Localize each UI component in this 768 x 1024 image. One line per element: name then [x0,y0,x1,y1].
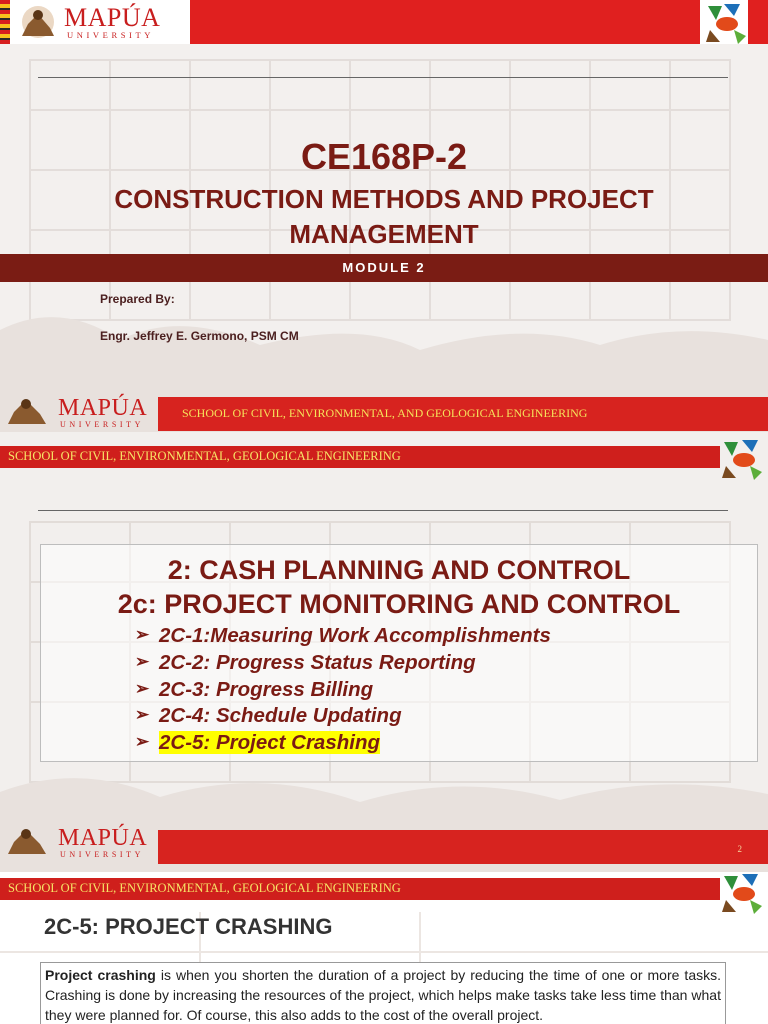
school-header-text: SCHOOL OF CIVIL, ENVIRONMENTAL, GEOLOGICAL ENGINEERING [8,449,401,463]
footer-seal-icon [4,394,50,428]
contents-item-label: 2C-4: Schedule Updating [159,704,402,727]
contents-item [135,624,551,648]
term-bold: Project crashing [45,967,156,983]
logo-stripe [0,0,10,44]
footer-logo-name: MAPÚA [58,825,148,851]
definition-text: is when you shorten the duration of a project by reducing the time of one or more tasks. Crashing is done by increasing the resources of the project, which helps make tasks take less time than what they were planned for. Of course, this also adds to the cost of the overall project. [45,967,721,1023]
contents-item [135,651,476,675]
arrow-bullet-icon: ➢ [135,705,150,724]
course-title-line2: MANAGEMENT [289,219,479,249]
project-crashing-slide [0,872,768,1024]
arrow-bullet-icon: ➢ [135,732,150,751]
contents-item-label: 2C-3: Progress Billing [159,678,374,701]
campus-building-background [0,0,768,432]
module-label: MODULE 2 [342,260,426,275]
footer-logo-name: MAPÚA [58,395,148,421]
author-name: Engr. Jeffrey E. Germono, PSM CM [100,329,299,343]
contents-item-current [135,731,380,755]
page-number: 2 [737,844,742,854]
footer-logo-sub: UNIVERSITY [60,850,144,859]
contents-box [40,544,758,762]
slide-title: 2C-5: PROJECT CRASHING [44,914,333,939]
mapua-seal-icon [16,4,60,40]
arrow-bullet-icon: ➢ [135,625,150,644]
definition-box [40,962,726,1024]
contents-item-label: 2C-5: Project Crashing [159,731,380,754]
school-footer-text: SCHOOL OF CIVIL, ENVIRONMENTAL, AND GEOLOGICAL ENGINEERING [182,406,588,420]
contents-heading-1: 2: CASH PLANNING AND CONTROL [167,555,631,585]
school-footer-band [158,397,768,431]
contents-item [135,678,374,702]
school-header-bar [0,878,720,900]
cecsge-corner-logo-icon [700,0,748,44]
definition-paragraph [45,965,721,1024]
footer-band [158,830,768,864]
contents-heading-2: 2c: PROJECT MONITORING AND CONTROL [117,589,681,619]
contents-item [135,704,402,728]
logo-name: MAPÚA [64,3,161,32]
mapua-logo [0,0,190,44]
contents-item-label: 2C-1:Measuring Work Accomplishments [159,624,551,647]
cecsge-corner-logo-icon [718,872,766,914]
prepared-by-label: Prepared By: [100,292,175,306]
contents-slide [0,432,768,872]
arrow-bullet-icon: ➢ [135,679,150,698]
divider-line [38,77,728,78]
logo-sub: UNIVERSITY [67,30,154,40]
arrow-bullet-icon: ➢ [135,652,150,671]
school-header-bar [0,446,720,468]
divider-line [38,510,728,511]
contents-item-label: 2C-2: Progress Status Reporting [159,651,476,674]
title-slide [0,0,768,432]
cecsge-corner-logo-icon [718,436,766,480]
footer-mapua-logo [0,392,158,432]
course-title-line1: CONSTRUCTION METHODS AND PROJECT [114,184,654,214]
course-code: CE168P-2 [300,136,468,177]
footer-seal-icon [4,824,50,858]
footer-mapua-logo [0,822,158,862]
school-header-text: SCHOOL OF CIVIL, ENVIRONMENTAL, GEOLOGICAL ENGINEERING [8,881,401,895]
footer-logo-sub: UNIVERSITY [60,420,144,429]
module-bar [0,254,768,282]
